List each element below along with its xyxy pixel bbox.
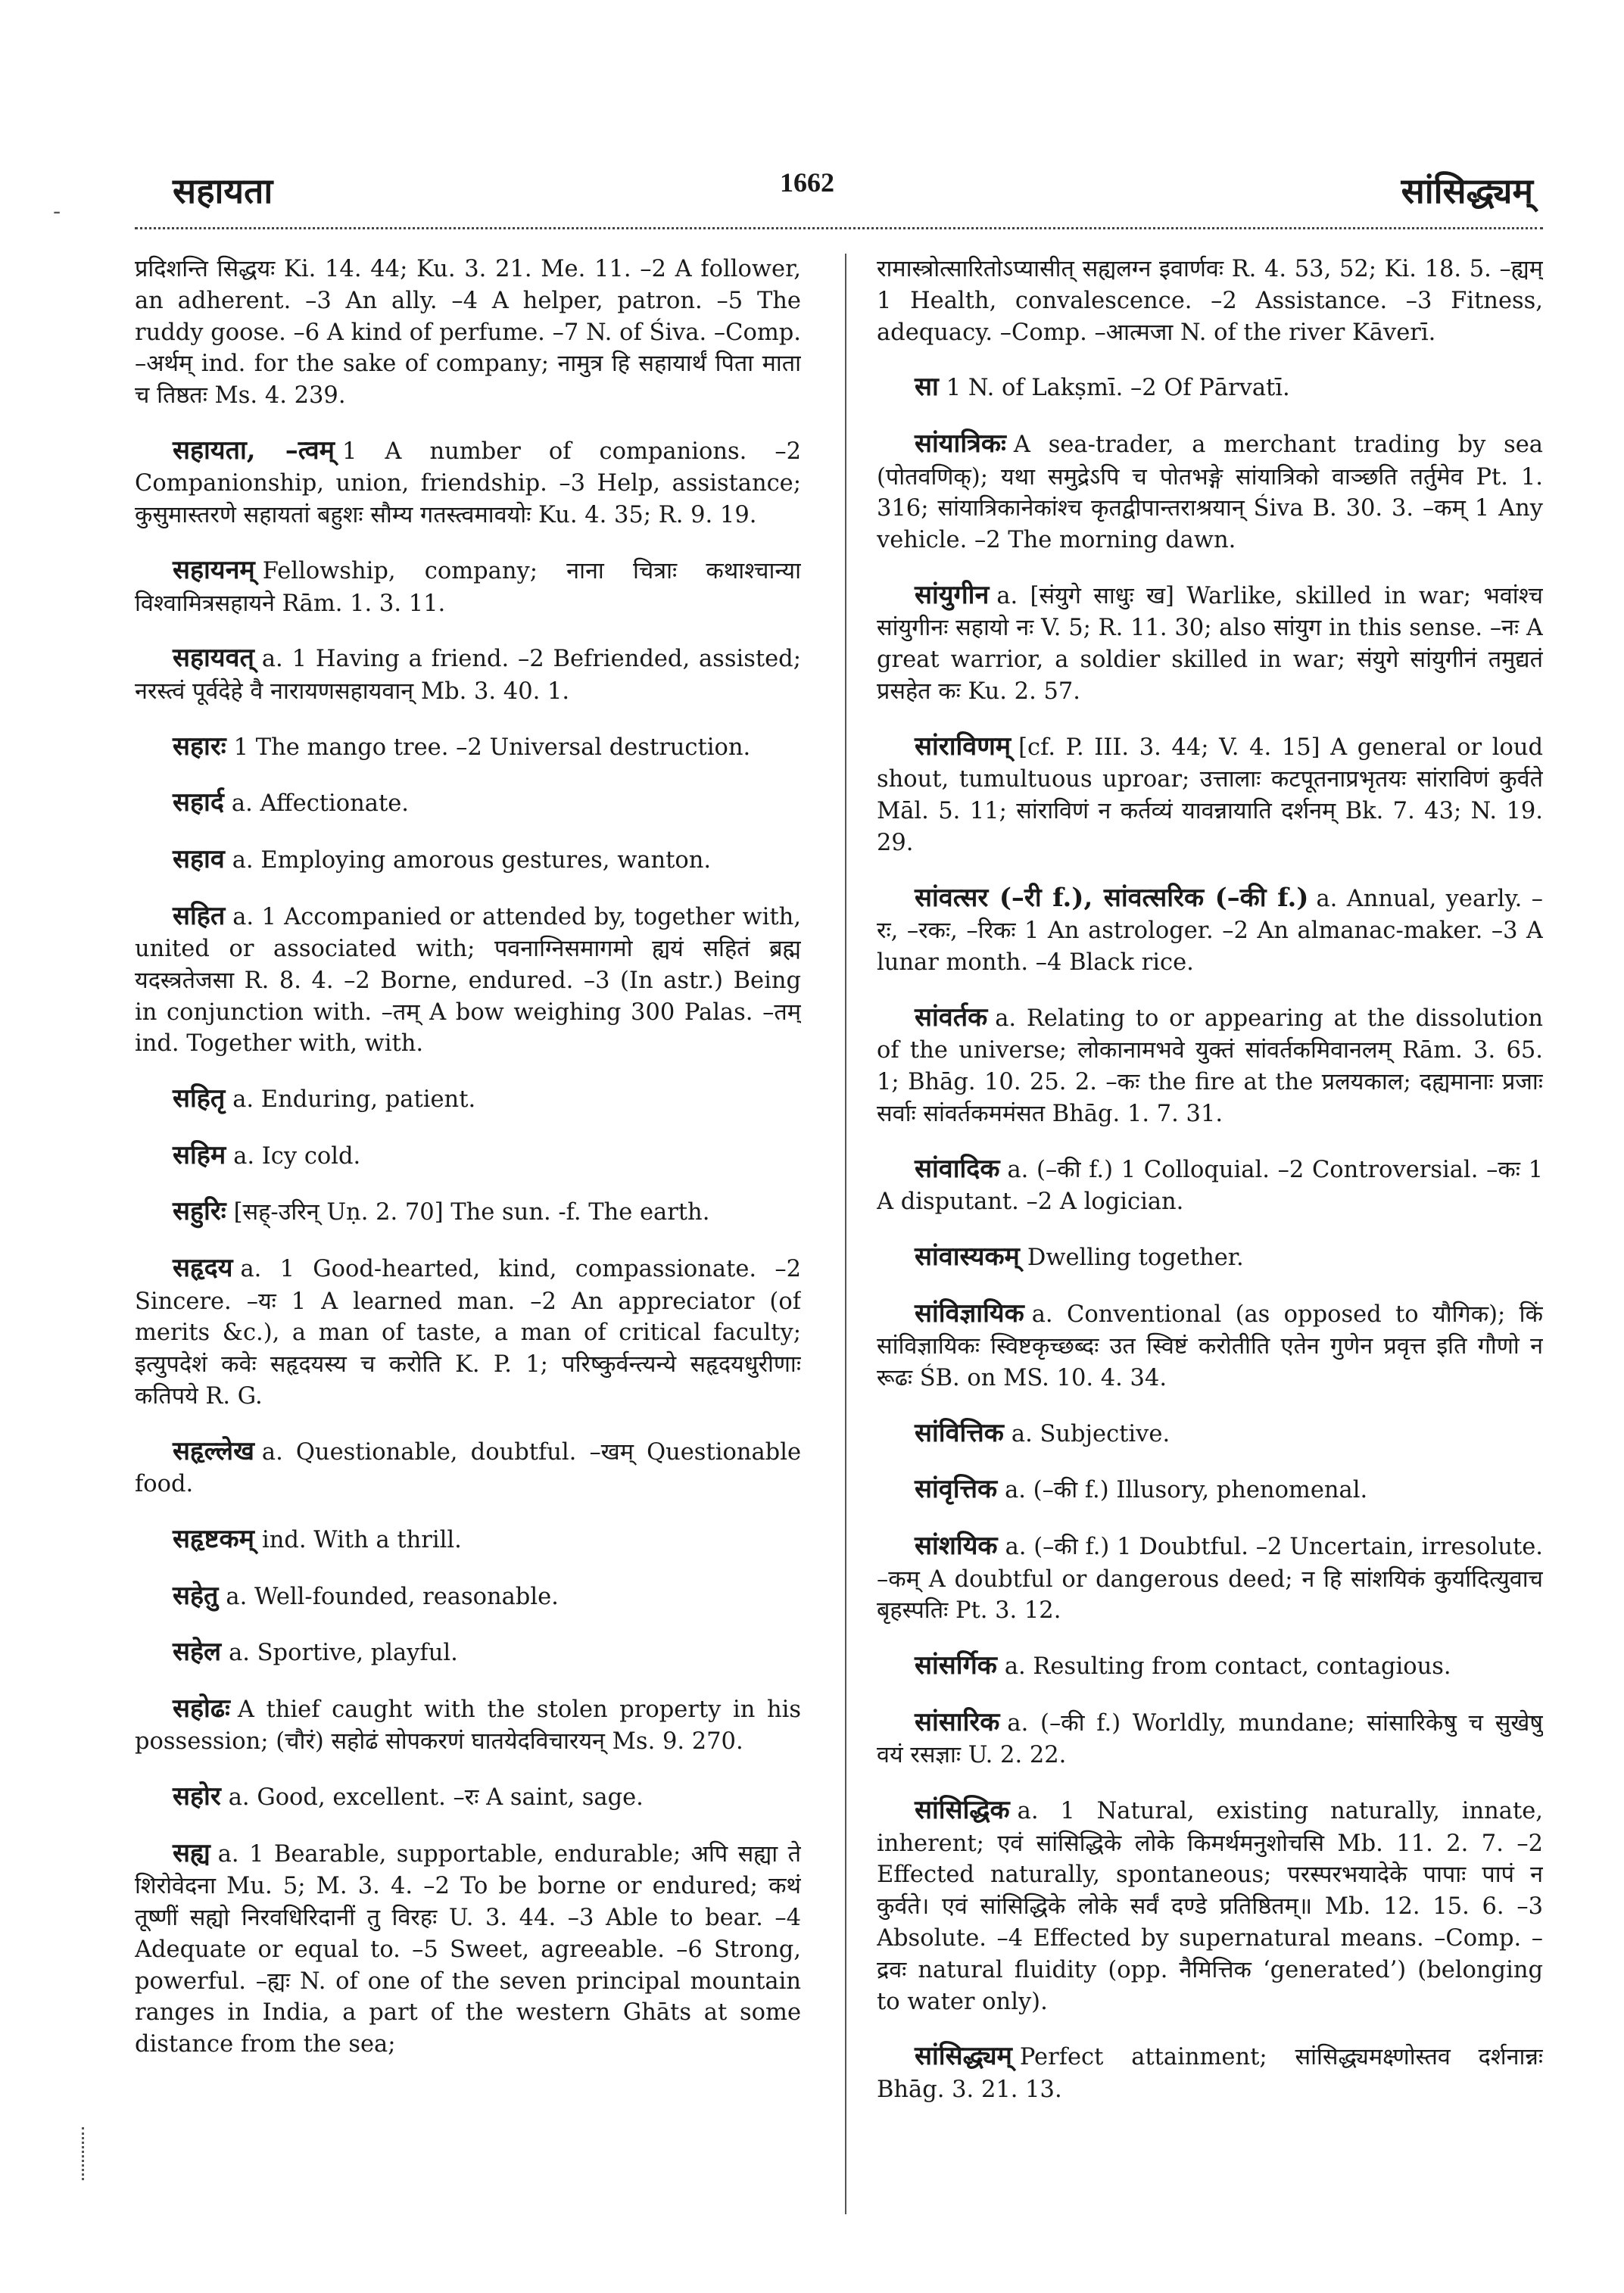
dictionary-entry	[135, 254, 801, 412]
entry-headword: सांराविणम्	[915, 731, 1011, 762]
dictionary-entry	[135, 729, 801, 765]
dictionary-entry	[877, 1151, 1543, 1218]
dictionary-entry	[877, 1528, 1543, 1627]
entry-headword: सहायवत्	[173, 643, 254, 674]
entry-headword: सांसर्गिक	[915, 1650, 997, 1681]
dictionary-entry	[135, 1779, 801, 1815]
dictionary-entry	[877, 369, 1543, 405]
dictionary-entry	[135, 899, 801, 1061]
entry-definition: ind. With a thrill.	[261, 1527, 462, 1553]
entry-definition: a. 1 Having a friend. –2 Befriended, assisted; नरस्त्वं पूर्वदेहे वै नारायणसहायवान् Mb. 3. 40. 1.	[135, 646, 801, 705]
entry-definition: a. Annual, yearly. –रः, –रकः, –रिकः 1 An astrologer. –2 An almanac-maker. –3 A lunar month. –4 Black rice.	[877, 885, 1543, 977]
entry-headword: सहायता, –त्वम्	[173, 435, 335, 466]
entry-headword: सांयुगीन	[915, 579, 990, 610]
left-running-headword: सहायता	[173, 170, 273, 211]
entry-headword: सह्य	[173, 1837, 210, 1868]
entry-headword: सहुरिः	[173, 1196, 226, 1227]
entry-definition: a. Relating to or appearing at the dissolution of the universe; लोकानामभवे युक्तं सांवर्तकमिवानलम् Rām. 3. 65. 1; Bhāg. 10. 25. 2. –कः the fire at the प्रलयकाल; दह्यमानाः प्रजाः सर्वाः सांवर्तकममंसत Bhāg. 1. 7. 31.	[877, 1005, 1543, 1127]
entry-definition: a. Well-founded, reasonable.	[226, 1583, 559, 1610]
entry-definition: a. 1 Natural, existing naturally, innate, inherent; एवं सांसिद्धिके लोके किमर्थमनुशोचसि Mb. 11. 2. 7. –2 Effected naturally, spontaneous; परस्परभयादेके पापाः पापं न कुर्वते। एवं सांसिद्धिके लोके सर्वं दण्डे प्रतिष्ठितम्॥ Mb. 12. 15. 6. –3 Absolute. –4 Effected by supernatural means. –Comp. –द्रवः natural fluidity (opp. नैमित्तिक ‘generated’) (belonging to water only).	[877, 1798, 1543, 2015]
entry-definition: [cf. P. III. 3. 44; V. 4. 15] A general or loud shout, tumultuous uproar; उत्तालाः कटपूतनाप्रभृतयः सांराविणं कुर्वते Māl. 5. 11; सांराविणं न कर्तव्यं यावन्नायाति दर्शनम् Bk. 7. 43; N. 19. 29.	[877, 734, 1543, 856]
entry-definition: a. Good, excellent. –रः A saint, sage.	[228, 1784, 644, 1812]
entry-headword: सांसिद्ध्यम्	[915, 2041, 1012, 2072]
dictionary-entry	[877, 1648, 1543, 1684]
left-column	[135, 254, 801, 2237]
dictionary-entry	[877, 1705, 1543, 1771]
entry-headword: सहित	[173, 900, 226, 931]
page-number: 1662	[780, 167, 834, 198]
entry-headword: सहृदय	[173, 1252, 233, 1283]
dictionary-entry	[135, 1138, 801, 1173]
dictionary-entry	[877, 1000, 1543, 1130]
entry-headword: सहिम	[173, 1139, 226, 1170]
entry-definition: 1 The mango tree. –2 Universal destruction.	[233, 734, 751, 761]
entry-definition: a. 1 Accompanied or attended by, together with, united or associated with; पवनाग्निसमागमो ह्ययं सहितं ब्रह्म यदस्त्रतेजसा R. 8. 4. –2 Borne, endured. –3 (In astr.) Being in conjunction with. –तम् A bow weighing 300 Palas. –तम् ind. Together with, with.	[135, 903, 801, 1058]
dictionary-entry	[135, 1194, 801, 1229]
dictionary-entry	[135, 842, 801, 877]
dictionary-entry	[877, 578, 1543, 708]
right-running-headword: सांसिद्ध्यम्	[1401, 170, 1533, 211]
dictionary-entry	[877, 880, 1543, 979]
entry-definition: [सह्-उरिन् Uṇ. 2. 70] The sun. -f. The earth.	[233, 1199, 710, 1226]
entry-definition: a. (–की f.) Worldly, mundane; सांसारिकेषु च सुखेषु वयं रसज्ञाः U. 2. 22.	[877, 1709, 1543, 1769]
entry-definition: 1 N. of Lakṣmī. –2 Of Pārvatī.	[946, 375, 1290, 402]
margin-dash: -	[53, 198, 61, 225]
entry-definition: A thief caught with the stolen property in his possession; (चौरं) सहोढं सोपकरणं घातयेदविचारयन् Ms. 9. 270.	[135, 1696, 801, 1756]
dictionary-entry	[877, 1296, 1543, 1394]
entry-headword: सहेतु	[173, 1580, 219, 1611]
dictionary-entry	[877, 2039, 1543, 2105]
dictionary-entry	[135, 553, 801, 619]
dictionary-entry	[135, 1251, 801, 1413]
entry-definition: a. (–की f.) 1 Doubtful. –2 Uncertain, irresolute. –कम् A doubtful or dangerous deed; न हि सांशयिकं कुर्यादित्युवाच बृहस्पतिः Pt. 3. 12.	[877, 1533, 1543, 1625]
entry-headword: सांवादिक	[915, 1153, 1000, 1184]
entry-headword: सांयात्रिकः	[915, 428, 1006, 459]
entry-headword: सांविज्ञायिक	[915, 1298, 1024, 1329]
entry-headword: सांवत्सर (–री f.), सांवत्सरिक (–की f.)	[915, 882, 1309, 913]
entry-definition: a. Affectionate.	[231, 790, 409, 818]
entry-definition: a. Questionable, doubtful. –खम् Questionable food.	[135, 1438, 801, 1498]
dictionary-entry	[877, 1239, 1543, 1275]
dictionary-entry	[135, 433, 801, 531]
entry-headword: सहायनम्	[173, 555, 255, 586]
entry-definition: a. (–की f.) Illusory, phenomenal.	[1005, 1477, 1368, 1504]
entry-definition: a. (–की f.) 1 Colloquial. –2 Controversial. –कः 1 A disputant. –2 A logician.	[877, 1156, 1543, 1216]
dictionary-entry	[877, 254, 1543, 348]
dictionary-entry	[135, 1522, 801, 1557]
dictionary-entry	[135, 785, 801, 821]
entry-headword: सहितृ	[173, 1083, 226, 1114]
header-rule	[135, 227, 1543, 229]
entry-headword: सहोढः	[173, 1693, 230, 1724]
entry-headword: सांवर्तक	[915, 1002, 988, 1033]
entry-headword: सांवास्यकम्	[915, 1242, 1020, 1273]
dictionary-entry	[135, 1634, 801, 1670]
entry-definition: a. Sportive, playful.	[229, 1640, 458, 1667]
entry-headword: सांशयिक	[915, 1530, 998, 1561]
dictionary-entry	[877, 1472, 1543, 1507]
entry-headword: सहार्द	[173, 787, 224, 818]
entry-definition: a. Icy cold.	[233, 1142, 361, 1170]
entry-definition: 1 A number of companions. –2 Companionship, union, friendship. –3 Help, assistance; कुसुमास्तरणे सहायतां बहुशः सौम्य गतस्त्वमावयोः Ku. 4. 35; R. 9. 19.	[135, 438, 801, 529]
entry-headword: सांवित्तिक	[915, 1417, 1004, 1448]
dictionary-entry	[877, 1793, 1543, 2017]
right-column	[877, 254, 1543, 2237]
entry-definition: A sea-trader, a merchant trading by sea (पोतवणिक्); यथा समुद्रेऽपि च पोतभङ्गे सांयात्रिको वाञ्छति तर्तुमेव Pt. 1. 316; सांयात्रिकानेकांश्च कृतद्वीपान्तराश्रयान् Śiva B. 30. 3. –कम् 1 Any vehicle. –2 The morning dawn.	[877, 431, 1543, 554]
entry-definition: a. Conventional (as opposed to यौगिक); किं सांविज्ञायिकः स्विष्टकृच्छब्दः उत स्विष्टं करोतीति एतेन गुणेन प्रवृत्त इति गौणो न रूढः ŚB. on MS. 10. 4. 34.	[877, 1301, 1543, 1392]
entry-definition: प्रदिशन्ति सिद्धयः Ki. 14. 44; Ku. 3. 21. Me. 11. –2 A follower, an adherent. –3 An ally. –4 A helper, patron. –5 The ruddy goose. –6 A kind of perfume. –7 N. of Śiva. –Comp. –अर्थम् ind. for the sake of company; नामुत्र हि सहायार्थं पिता माता च तिष्ठतः Ms. 4. 239.	[135, 256, 801, 410]
column-divider	[845, 254, 846, 2214]
entry-definition: रामास्त्रोत्सारितोऽप्यासीत् सह्यलग्न इवार्णवः R. 4. 53, 52; Ki. 18. 5. –ह्यम् 1 Health, convalescence. –2 Assistance. –3 Fitness, adequacy. –Comp. –आत्मजा N. of the river Kāverī.	[877, 256, 1543, 346]
entry-headword: सहोर	[173, 1781, 221, 1812]
entry-definition: Fellowship, company; नाना चित्राः कथाश्चान्या विश्वामित्रसहायने Rām. 1. 3. 11.	[135, 558, 801, 617]
entry-definition: Perfect attainment; सांसिद्ध्यमक्ष्णोस्तव दर्शनान्नः Bhāg. 3. 21. 13.	[877, 2044, 1543, 2103]
page-header	[0, 0, 1624, 227]
dictionary-entry	[135, 1691, 801, 1758]
dictionary-entry	[135, 1836, 801, 2061]
entry-headword: सहेल	[173, 1637, 222, 1668]
entry-headword: सांवृत्तिक	[915, 1474, 998, 1505]
entry-headword: सांसिद्धिक	[915, 1795, 1010, 1826]
dictionary-entry	[135, 1578, 801, 1614]
dictionary-entry	[135, 640, 801, 707]
entry-definition: a. Resulting from contact, contagious.	[1004, 1653, 1451, 1681]
entry-headword: सहृल्लेख	[173, 1435, 254, 1466]
dictionary-entry	[135, 1434, 801, 1500]
entry-definition: a. Enduring, patient.	[232, 1086, 476, 1114]
entry-definition: a. 1 Good-hearted, kind, compassionate. –2 Sincere. –यः 1 A learned man. –2 An appreciator (of merits &c.), a man of taste, a man of critical faculty; इत्युपदेशं कवेः सहृदयस्य च करोति K. P. 1; परिष्कुर्वन्त्यन्ये सहृदयधुरीणाः कतिपये R. G.	[135, 1255, 801, 1410]
entry-definition: Dwelling together.	[1027, 1245, 1244, 1272]
entry-definition: a. 1 Bearable, supportable, endurable; अपि सह्या ते शिरोवेदना Mu. 5; M. 3. 4. –2 To be borne or endured; कथं तूष्णीं सह्यो निरवधिरिदानीं तु विरहः U. 3. 44. –3 Able to bear. –4 Adequate or equal to. –5 Sweet, agreeable. –6 Strong, powerful. –ह्यः N. of one of the seven principal mountain ranges in India, a part of the western Ghāts at some distance from the sea;	[135, 1840, 801, 2058]
dictionary-entry	[135, 1081, 801, 1117]
entry-headword: सहाव	[173, 843, 225, 874]
margin-ticks	[82, 2127, 90, 2180]
dictionary-entry	[877, 729, 1543, 859]
entry-definition: a. Employing amorous gestures, wanton.	[232, 846, 712, 874]
dictionary-entry	[877, 426, 1543, 556]
entry-definition: a. Subjective.	[1011, 1420, 1170, 1447]
entry-headword: सा	[915, 372, 939, 403]
dictionary-entry	[877, 1416, 1543, 1451]
entry-headword: सांसारिक	[915, 1706, 1000, 1737]
entry-headword: सहारः	[173, 731, 226, 762]
entry-headword: सहृष्टकम्	[173, 1524, 254, 1554]
entry-definition: a. [संयुगे साधुः ख] Warlike, skilled in war; भवांश्च सांयुगीनः सहायो नः V. 5; R. 11. 30; also सांयुग in this sense. –नः A great warrior, a soldier skilled in war; संयुगे सांयुगीनं तमुद्यतं प्रसहेत कः Ku. 2. 57.	[877, 582, 1543, 705]
